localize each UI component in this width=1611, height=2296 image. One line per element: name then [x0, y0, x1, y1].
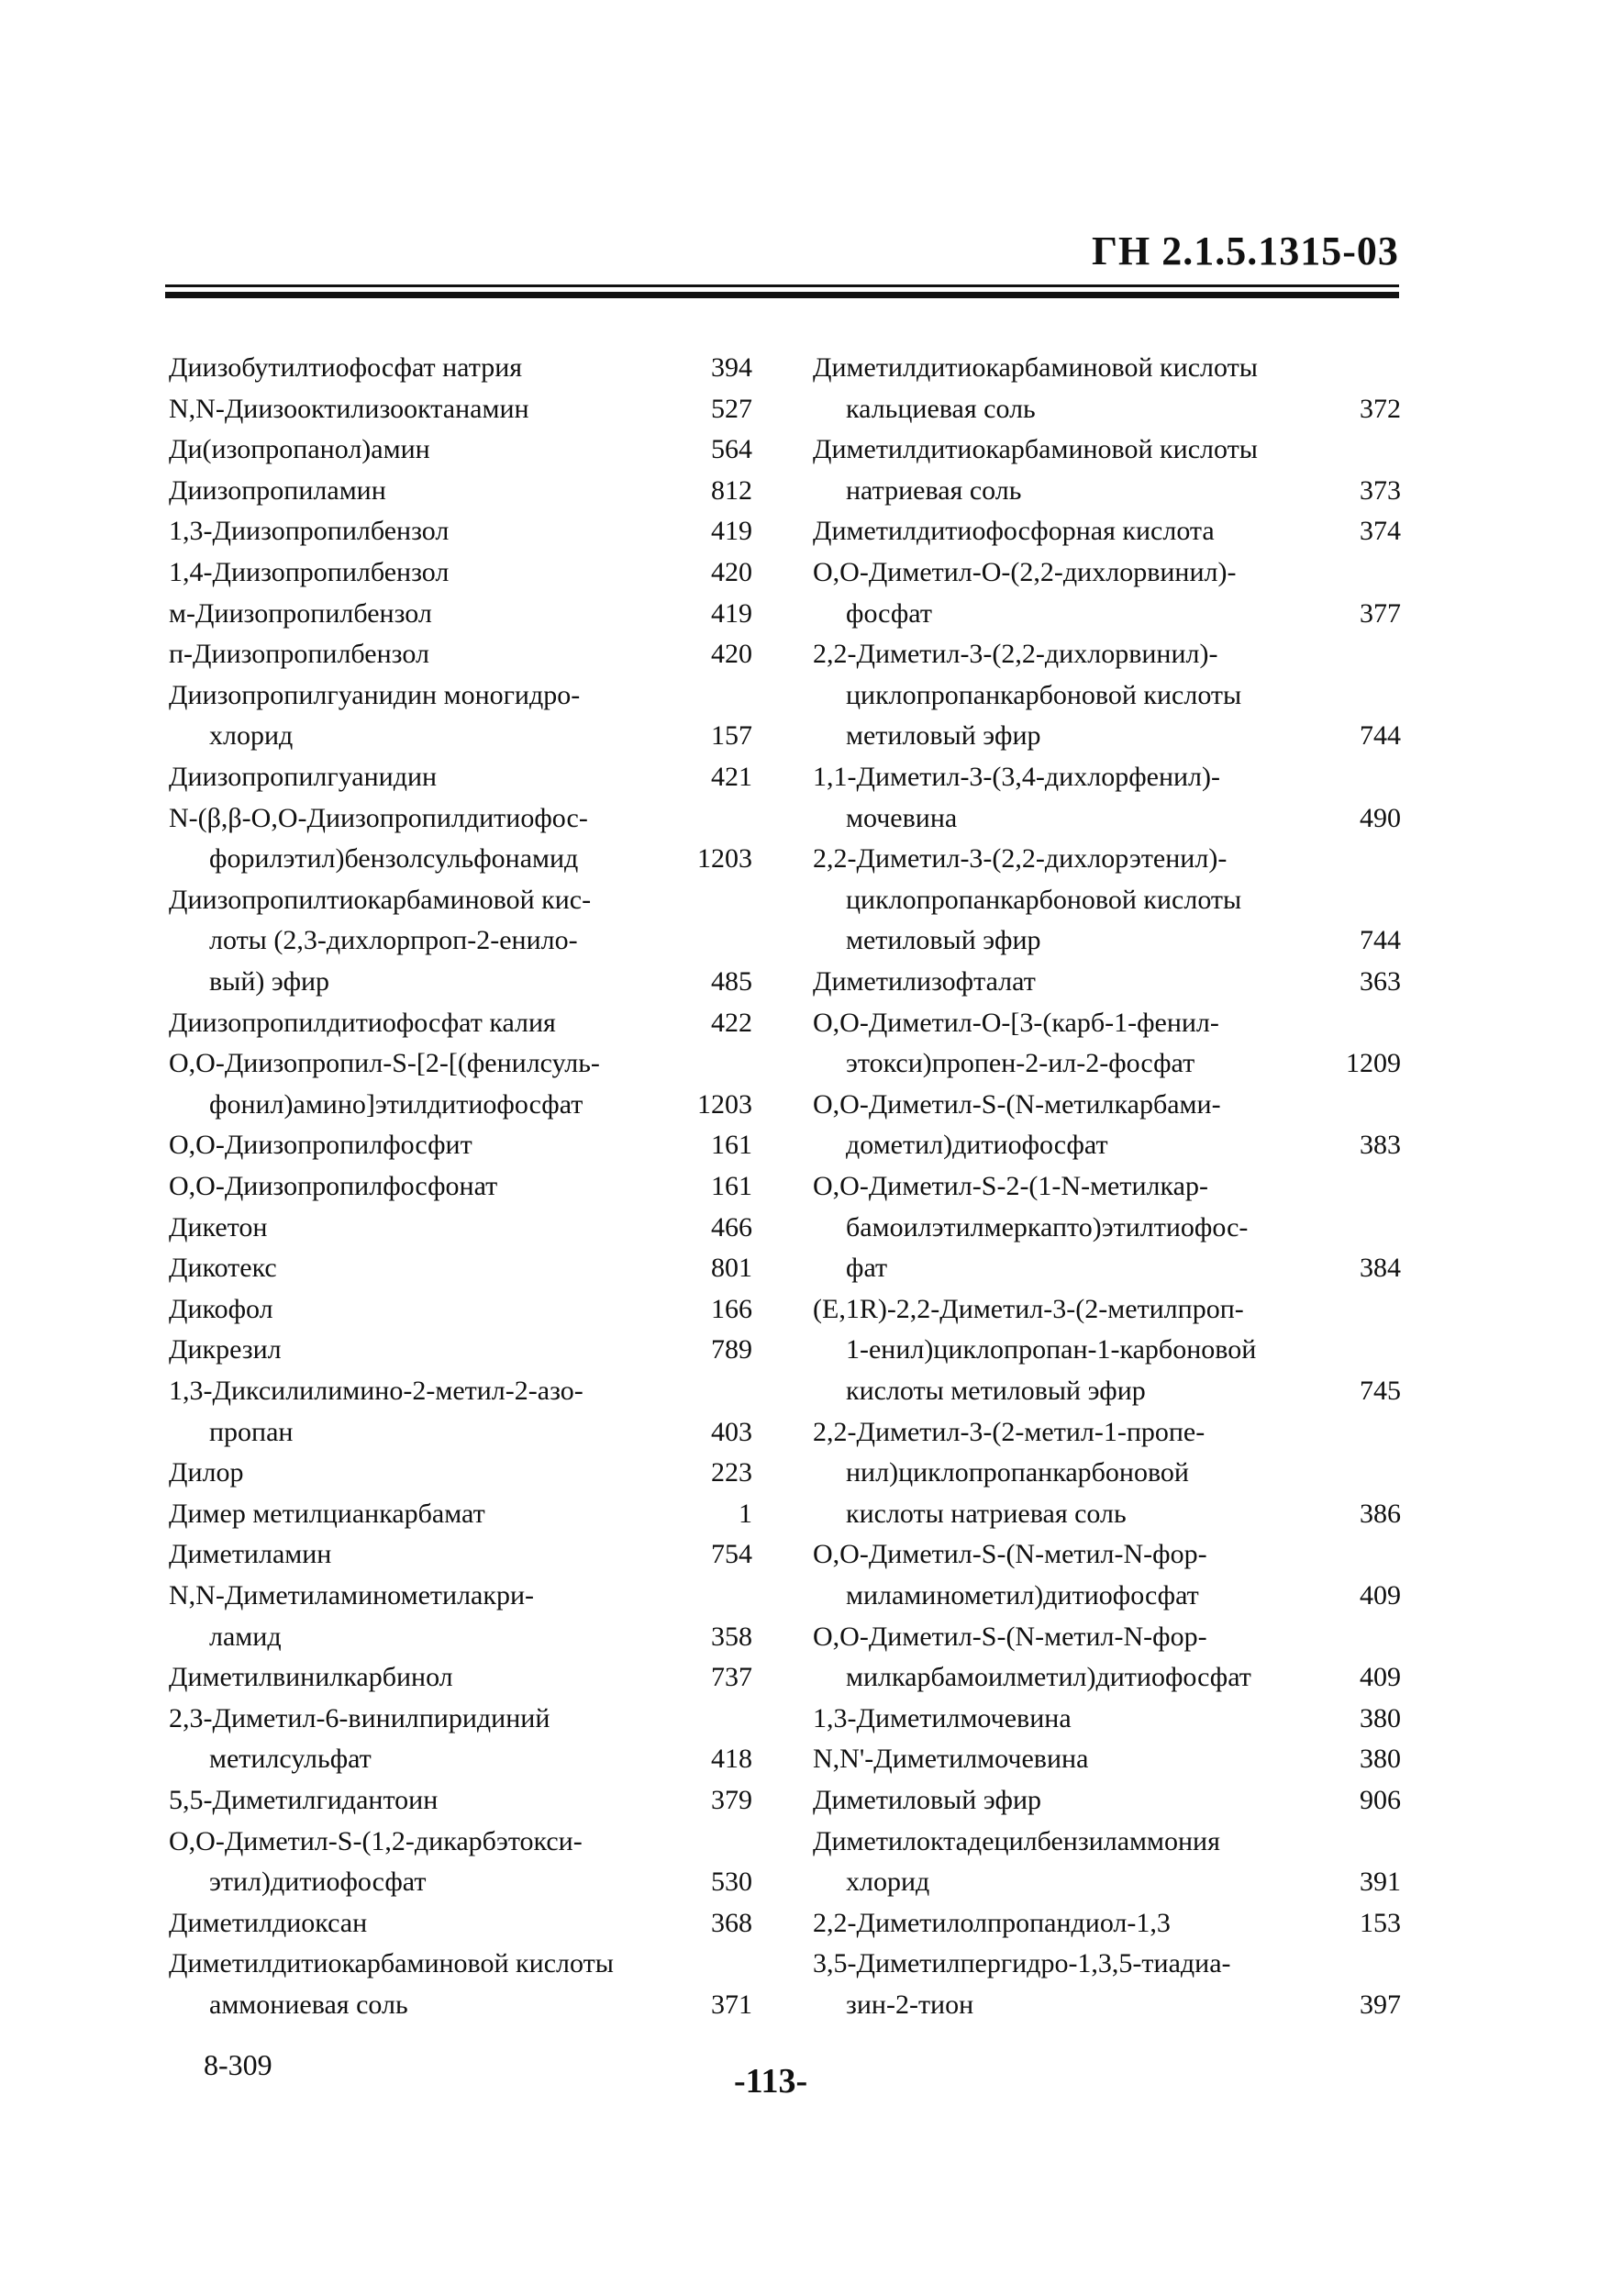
index-entry-page: 373	[1360, 474, 1401, 506]
index-entry-continuation: этил)дитиофосфат	[209, 1867, 427, 1898]
index-entry-page: 397	[1360, 1989, 1401, 2020]
index-entry-page: 754	[711, 1539, 752, 1570]
index-entry-page: 527	[711, 393, 752, 424]
index-entry-term: O,O-Диметил-S-(N-метил-N-фор-	[813, 1539, 1207, 1570]
index-entry-term: O,O-Диметил-S-(N-метилкарбами-	[813, 1088, 1221, 1120]
index-entry-term: Диизопропилдитиофосфат калия	[169, 1007, 556, 1038]
index-entry-continuation: натриевая соль	[846, 474, 1022, 506]
index-entry-page: 419	[711, 516, 752, 547]
index-entry-continuation: мочевина	[846, 802, 958, 833]
index-entry-page: 374	[1360, 516, 1401, 547]
index-entry-term: Диметилдитиокарбаминовой кислоты	[813, 434, 1258, 465]
index-entry-continuation: фонил)амино]этилдитиофосфат	[209, 1088, 583, 1120]
index-entry-page: 383	[1360, 1130, 1401, 1161]
header-rule-thick	[165, 292, 1399, 298]
index-entry-term: Дикетон	[169, 1211, 268, 1243]
index-entry-page: 409	[1360, 1662, 1401, 1693]
index-entry-page: 789	[711, 1334, 752, 1365]
index-entry-term: Диметилдитиокарбаминовой кислоты	[169, 1948, 614, 1979]
index-entry-page: 377	[1360, 597, 1401, 629]
footer-page-number: -113-	[734, 2062, 808, 2101]
index-entry-page: 391	[1360, 1867, 1401, 1898]
index-entry-continuation: метиловый эфир	[846, 925, 1041, 956]
index-entry-term: 3,5-Диметилпергидро-1,3,5-тиадиа-	[813, 1948, 1231, 1979]
index-entry-page: 153	[1360, 1907, 1401, 1938]
index-entry-term: Диизопропилгуанидин	[169, 762, 438, 792]
index-entry-continuation: лоты (2,3-дихлорпроп-2-енило-	[209, 925, 578, 956]
index-entry-term: Димер метилцианкарбамат	[169, 1498, 485, 1529]
index-entry-term: 5,5-Диметилгидантоин	[169, 1785, 439, 1815]
index-entry-term: O,O-Диметил-O-(2,2-дихлорвинил)-	[813, 557, 1237, 587]
index-entry-continuation: милкарбамоилметил)дитиофосфат	[846, 1662, 1251, 1693]
index-entry-page: 161	[711, 1171, 752, 1201]
index-entry-term: O,O-Диметил-S-(1,2-дикарбэтокси-	[169, 1825, 583, 1856]
index-entry-page: 420	[711, 557, 752, 587]
index-entry-term: Диметилвинилкарбинол	[169, 1662, 453, 1693]
index-entry-continuation: циклопропанкарбоновой кислоты	[846, 884, 1242, 915]
index-entry-term: O,O-Диизопропил-S-[2-[(фенилсуль-	[169, 1048, 600, 1079]
index-entry-continuation: вый) эфир	[209, 966, 330, 997]
index-entry-continuation: пропан	[209, 1416, 294, 1447]
index-entry-page: 161	[711, 1130, 752, 1161]
index-entry-continuation: этокси)пропен-2-ил-2-фосфат	[846, 1048, 1195, 1079]
index-entry-page: 564	[711, 434, 752, 465]
index-entry-page: 409	[1360, 1580, 1401, 1611]
index-entry-page: 372	[1360, 393, 1401, 424]
index-entry-term: 2,2-Диметил-3-(2,2-дихлорвинил)-	[813, 639, 1218, 670]
index-entry-term: 1,1-Диметил-3-(3,4-дихлорфенил)-	[813, 762, 1221, 792]
index-entry-continuation: нил)циклопропанкарбоновой	[846, 1457, 1189, 1488]
index-entry-continuation: фосфат	[846, 597, 932, 629]
index-entry-page: 379	[711, 1785, 752, 1815]
index-entry-continuation: 1-енил)циклопропан-1-карбоновой	[846, 1334, 1257, 1365]
index-entry-page: 419	[711, 597, 752, 629]
index-entry-page: 223	[711, 1457, 752, 1488]
index-entry-page: 386	[1360, 1498, 1401, 1529]
index-entry-page: 418	[711, 1744, 752, 1775]
index-entry-term: O,O-Диизопропилфосфонат	[169, 1171, 498, 1201]
index-entry-continuation: зин-2-тион	[846, 1989, 974, 2020]
index-entry-continuation: циклопропанкарбоновой кислоты	[846, 679, 1242, 710]
index-entry-page: 1209	[1346, 1048, 1401, 1079]
index-entry-term: Диметилизофталат	[813, 966, 1036, 997]
index-entry-term: 1,3-Диизопропилбензол	[169, 516, 450, 547]
index-entry-page: 737	[711, 1662, 752, 1693]
index-entry-term: Диметилдитиофосфорная кислота	[813, 516, 1215, 547]
index-entry-continuation: дометил)дитиофосфат	[846, 1130, 1108, 1161]
index-entry-term: Диметиламин	[169, 1539, 332, 1570]
index-entry-page: 380	[1360, 1744, 1401, 1775]
index-entry-term: 1,3-Диксилилимино-2-метил-2-азо-	[169, 1376, 583, 1406]
index-entry-term: м-Диизопропилбензол	[169, 597, 432, 629]
index-entry-term: Диизопропилтиокарбаминовой кис-	[169, 884, 592, 915]
index-entry-page: 368	[711, 1907, 752, 1938]
index-entry-term: N,N'-Диметилмочевина	[813, 1744, 1089, 1775]
index-entry-term: N,N-Диизооктилизооктанамин	[169, 393, 529, 424]
index-entry-page: 157	[711, 720, 752, 752]
index-entry-term: Дикотекс	[169, 1253, 277, 1284]
index-entry-page: 744	[1360, 720, 1401, 752]
index-entry-continuation: хлорид	[846, 1867, 930, 1898]
index-entry-term: 2,3-Диметил-6-винилпиридиний	[169, 1702, 550, 1733]
header-rule-thin	[165, 284, 1399, 287]
index-entry-term: 2,2-Диметил-3-(2-метил-1-пропе-	[813, 1416, 1205, 1447]
index-entry-continuation: бамоилэтилмеркапто)этилтиофос-	[846, 1211, 1249, 1243]
index-entry-term: O,O-Диизопропилфосфит	[169, 1130, 472, 1161]
index-entry-page: 1203	[697, 843, 752, 875]
index-entry-term: Дикрезил	[169, 1334, 282, 1365]
index-entry-page: 906	[1360, 1785, 1401, 1815]
index-entry-page: 744	[1360, 925, 1401, 956]
index-entry-page: 812	[711, 474, 752, 506]
index-entry-page: 745	[1360, 1376, 1401, 1406]
index-entry-page: 1	[739, 1498, 752, 1529]
index-entry-continuation: аммониевая соль	[209, 1989, 408, 2020]
index-entry-term: 2,2-Диметилолпропандиол-1,3	[813, 1907, 1171, 1938]
index-entry-term: Дикофол	[169, 1293, 273, 1324]
index-entry-continuation: форилэтил)бензолсульфонамид	[209, 843, 579, 875]
index-entry-continuation: кислоты метиловый эфир	[846, 1376, 1146, 1406]
page-header: ГН 2.1.5.1315-03	[1092, 228, 1399, 273]
index-entry-page: 421	[711, 762, 752, 792]
index-entry-page: 420	[711, 639, 752, 670]
index-entry-page: 363	[1360, 966, 1401, 997]
index-entry-page: 422	[711, 1007, 752, 1038]
index-entry-page: 530	[711, 1867, 752, 1898]
index-entry-continuation: фат	[846, 1253, 888, 1284]
index-entry-term: Диизопропиламин	[169, 474, 386, 506]
index-entry-continuation: хлорид	[209, 720, 294, 752]
index-entry-term: Диметилдитиокарбаминовой кислоты	[813, 352, 1258, 383]
index-entry-continuation: кислоты натриевая соль	[846, 1498, 1127, 1529]
index-entry-page: 1203	[697, 1088, 752, 1120]
index-entry-term: N,N-Диметиламинометилакри-	[169, 1580, 534, 1611]
index-entry-term: O,O-Диметил-S-(N-метил-N-фор-	[813, 1621, 1207, 1652]
index-entry-term: Ди(изопропанол)амин	[169, 434, 430, 465]
index-entry-page: 380	[1360, 1702, 1401, 1733]
index-entry-continuation: метиловый эфир	[846, 720, 1041, 752]
index-entry-term: Диизобутилтиофосфат натрия	[169, 352, 523, 383]
index-entry-term: 2,2-Диметил-3-(2,2-дихлорэтенил)-	[813, 843, 1228, 875]
index-entry-page: 490	[1360, 802, 1401, 833]
footer-sheet-code: 8-309	[204, 2048, 272, 2081]
index-entry-term: 1,4-Диизопропилбензол	[169, 557, 450, 587]
index-entry-term: п-Диизопропилбензол	[169, 639, 429, 670]
index-entry-page: 801	[711, 1253, 752, 1284]
index-entry-term: O,O-Диметил-S-2-(1-N-метилкар-	[813, 1171, 1208, 1201]
index-entry-page: 371	[711, 1989, 752, 2020]
index-entry-term: Диметиловый эфир	[813, 1785, 1042, 1815]
index-entry-page: 394	[711, 352, 752, 383]
index-entry-term: (E,1R)-2,2-Диметил-3-(2-метилпроп-	[813, 1293, 1244, 1324]
index-entry-page: 466	[711, 1211, 752, 1243]
index-entry-term: Диизопропилгуанидин моногидро-	[169, 679, 581, 710]
index-entry-term: O,O-Диметил-O-[3-(карб-1-фенил-	[813, 1007, 1219, 1038]
index-entry-page: 166	[711, 1293, 752, 1324]
index-entry-term: Диметилдиоксан	[169, 1907, 368, 1938]
index-entry-continuation: миламинометил)дитиофосфат	[846, 1580, 1199, 1611]
index-entry-page: 403	[711, 1416, 752, 1447]
index-entry-page: 358	[711, 1621, 752, 1652]
index-entry-term: N-(β,β-O,O-Диизопропилдитиофос-	[169, 802, 588, 833]
index-entry-term: Диметилоктадецилбензиламмония	[813, 1825, 1220, 1856]
index-entry-continuation: кальциевая соль	[846, 393, 1036, 424]
index-entry-term: Дилор	[169, 1457, 244, 1488]
index-entry-page: 485	[711, 966, 752, 997]
index-entry-term: 1,3-Диметилмочевина	[813, 1702, 1072, 1733]
index-entry-continuation: ламид	[209, 1621, 282, 1652]
index-entry-continuation: метилсульфат	[209, 1744, 372, 1775]
index-entry-page: 384	[1360, 1253, 1401, 1284]
